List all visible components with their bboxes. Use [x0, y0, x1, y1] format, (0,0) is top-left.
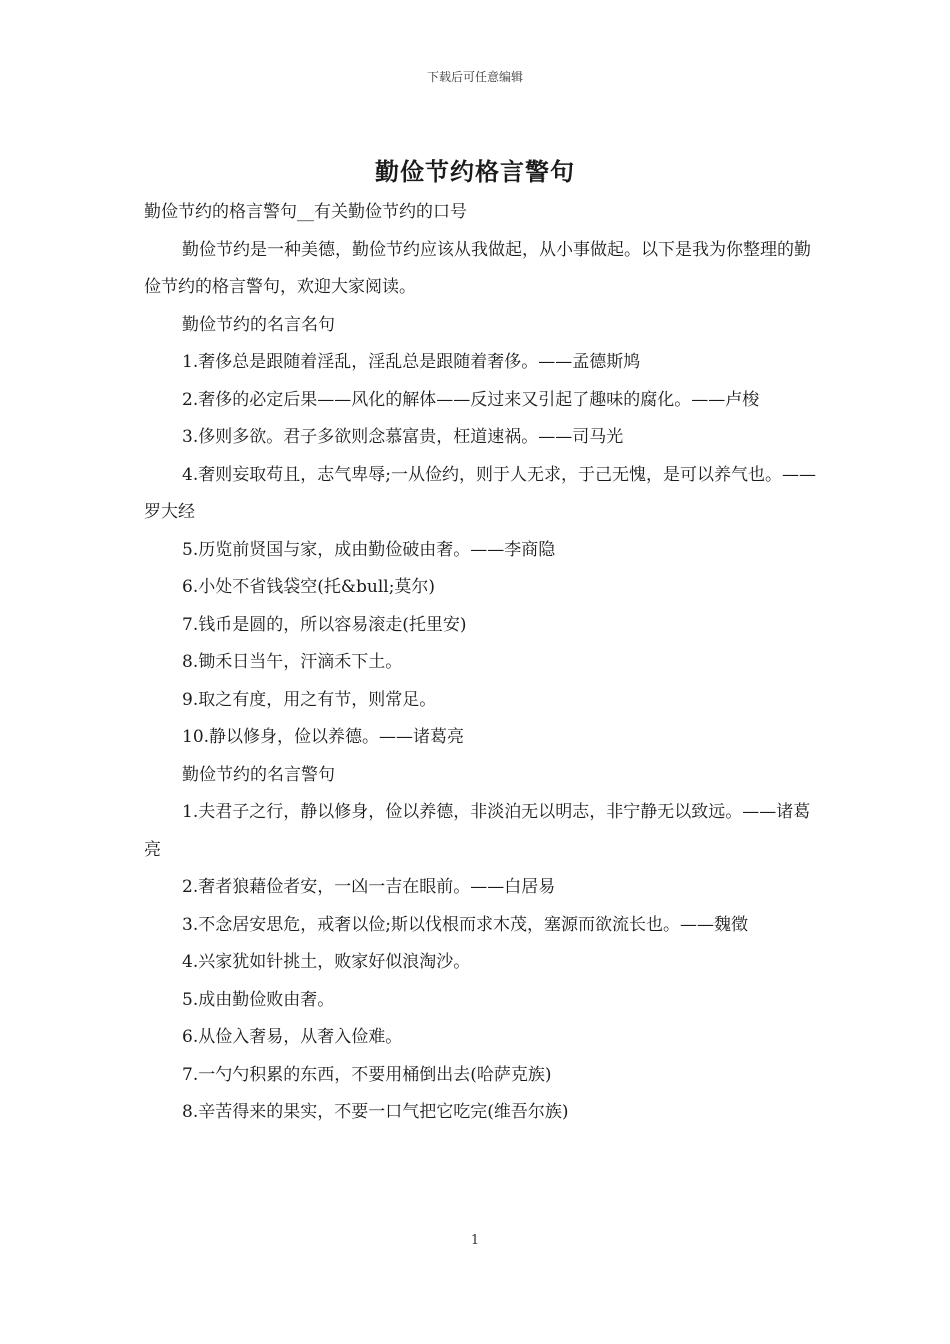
document-body	[144, 194, 820, 1132]
document-subtitle: 勤俭节约的格言警句__有关勤俭节约的口号	[144, 202, 467, 222]
quote-item: 7.一勺勺积累的东西，不要用桶倒出去(哈萨克族)	[182, 1064, 552, 1085]
quote-item: 3.侈则多欲。君子多欲则念慕富贵，枉道速祸。——司马光	[182, 427, 624, 447]
quote-item: 2.奢者狼藉俭者安，一凶一吉在眼前。——白居易	[182, 877, 556, 897]
quote-item: 8.辛苦得来的果实，不要一口气把它吃完(维吾尔族)	[182, 1102, 569, 1122]
quote-item: 5.成由勤俭败由奢。	[182, 989, 335, 1010]
quote-item: 5.历览前贤国与家，成由勤俭破由奢。——李商隐	[182, 539, 556, 560]
quote-item: 8.锄禾日当午，汗滴禾下土。	[182, 652, 403, 672]
intro-paragraph: 勤俭节约是一种美德，勤俭节约应该从我做起，从小事做起。以下是我为你整理的勤俭节约的格言警句，欢迎大家阅读。	[144, 239, 811, 297]
quote-item: 3.不念居安思危，戒奢以俭;斯以伐根而求木茂，塞源而欲流长也。——魏徵	[182, 914, 748, 935]
quote-item: 1.夫君子之行，静以修身，俭以养德，非淡泊无以明志，非宁静无以致远。——诸葛亮	[144, 802, 811, 860]
quote-item: 6.从俭入奢易，从奢入俭难。	[182, 1027, 403, 1047]
page-number: 1	[470, 1233, 480, 1248]
quote-item: 1.奢侈总是跟随着淫乱，淫乱总是跟随着奢侈。——孟德斯鸠	[182, 352, 641, 372]
quote-item: 2.奢侈的必定后果——风化的解体——反过来又引起了趣味的腐化。——卢梭	[182, 389, 760, 410]
quote-item: 7.钱币是圆的，所以容易滚走(托里安)	[182, 614, 467, 635]
section-heading-2: 勤俭节约的名言警句	[182, 764, 335, 785]
section-heading-1: 勤俭节约的名言名句	[182, 314, 335, 335]
quote-item: 10.静以修身，俭以养德。——诸葛亮	[182, 727, 465, 747]
quote-item: 9.取之有度，用之有节，则常足。	[182, 689, 437, 710]
quote-item: 4.兴家犹如针挑土，败家好似浪淘沙。	[182, 952, 471, 972]
document-title: 勤俭节约格言警句	[375, 158, 575, 186]
quote-item: 4.奢则妄取苟且，志气卑辱;一从俭约，则于人无求，于己无愧，是可以养气也。——罗大经	[144, 464, 816, 522]
header-note: 下载后可任意编辑	[426, 70, 523, 84]
quote-item: 6.小处不省钱袋空(托&bull;莫尔)	[182, 577, 436, 597]
